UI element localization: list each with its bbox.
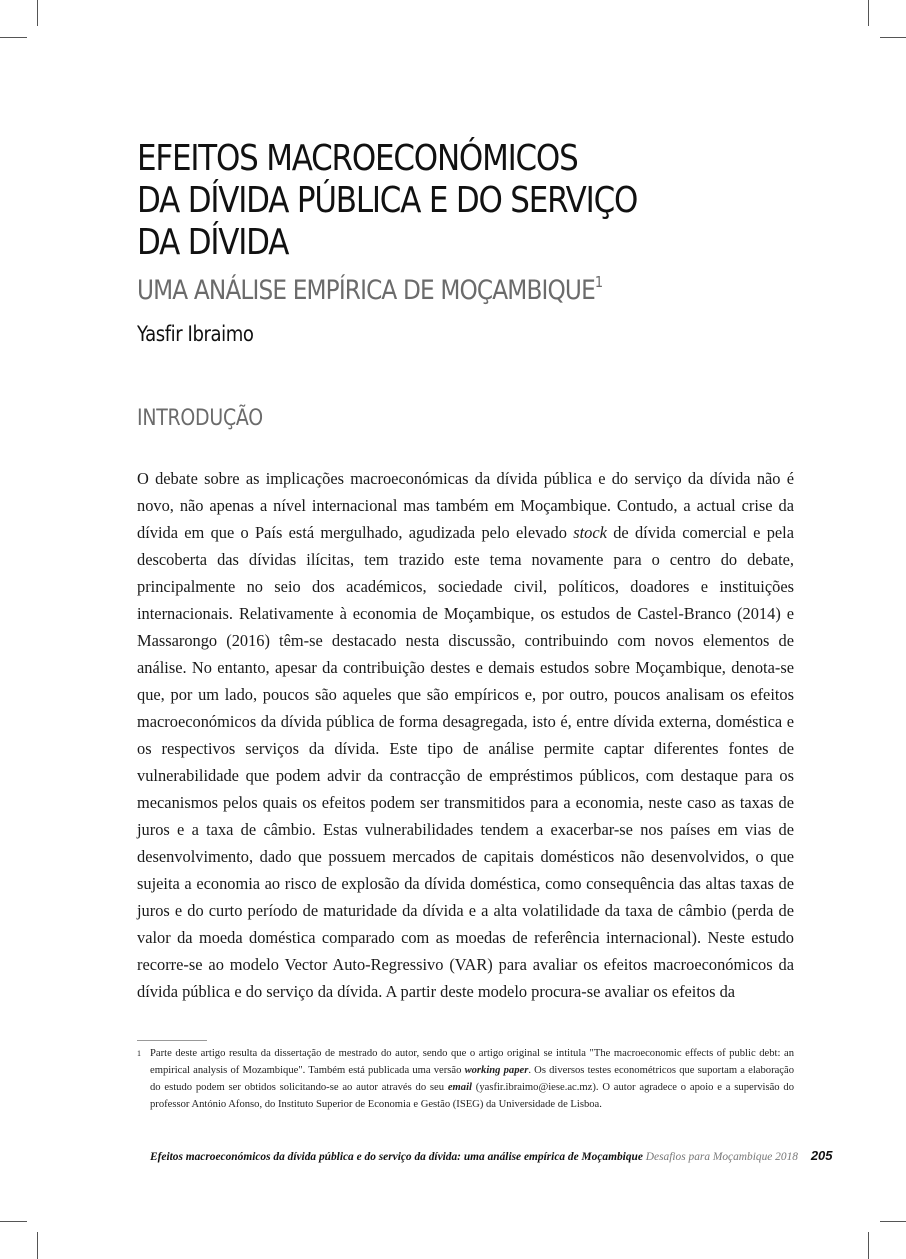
crop-mark-bottom-right-vertical	[868, 1232, 869, 1259]
body-paragraph	[137, 465, 794, 1005]
footnote-divider	[137, 1040, 207, 1041]
footnote-text-3: (yasfir.ibraimo@iese.ac.mz). O autor agradece o apoio e a supervisão do professor António Afonso, do Instituto Superior de Economia e Gestão (ISEG) da Universidade de Lisboa.	[150, 1082, 794, 1110]
footnote-text-1: Parte deste artigo resulta da dissertação de mestrado do autor, sendo que o artigo original se intitula "The macroeconomic effects of public debt: an empirical analysis of Mozambique". Também está publicada uma versão	[150, 1048, 794, 1076]
running-footer-article-title: Efeitos macroeconómicos da dívida pública e do serviço da dívida: uma análise empírica de Moçambique	[150, 1151, 643, 1163]
body-text-part-2: de dívida comercial e pela descoberta das dívidas ilícitas, tem trazido este tema novamente para o centro do debate, principalmente no seio dos académicos, sociedade civil, políticos, doadores e instituições internacionais. Relativamente à economia de Moçambique, os estudos de Castel-Branco (2014) e Massarongo (2016) têm-se destacado nesta discussão, contribuindo com novos elementos de análise. No entanto, apesar da contribuição destes e demais estudos sobre Moçambique, denota-se que, por um lado, poucos são aqueles que são empíricos e, por outro, poucos analisam os efeitos macroeconómicos da dívida pública de forma desagregada, isto é, entre dívida externa, doméstica e os respectivos serviços da dívida. Este tipo de análise permite captar diferentes fontes de vulnerabilidade que podem advir da contracção de empréstimos públicos, com destaque para os mecanismos pelos quais os efeitos podem ser transmitidos para a economia, neste caso as taxas de juros e a taxa de câmbio. Estas vulnerabilidades tendem a exacerbar-se nos países em vias de desenvolvimento, dado que possuem mercados de capitais domésticos não desenvolvidos, o que sujeita a economia ao risco de explosão da dívida doméstica, como consequência das altas taxas de juros e do curto período de maturidade da dívida e a alta volatilidade da taxa de câmbio (perda de valor da moeda doméstica comparado com as moedas de referência internacional). Neste estudo recorre-se ao modelo Vector Auto-Regressivo (VAR) para avaliar os efeitos macroeconómicos da dívida pública e do serviço da dívida. A partir deste modelo procura-se avaliar os efeitos da	[137, 523, 794, 1001]
footnote-number: 1	[137, 1049, 141, 1058]
article-subtitle-text: UMA ANÁLISE EMPÍRICA DE MOÇAMBIQUE	[137, 275, 595, 306]
running-footer-publication: Desafios para Moçambique 2018	[645, 1151, 798, 1163]
crop-mark-top-right-vertical	[868, 0, 869, 26]
crop-mark-bottom-left-horizontal	[0, 1221, 27, 1222]
section-heading: INTRODUÇÃO	[137, 406, 263, 431]
crop-mark-top-left-horizontal	[0, 37, 27, 38]
footnote-italic-2: email	[447, 1082, 472, 1093]
article-title-line-1: EFEITOS MACROECONÓMICOS	[137, 138, 578, 179]
crop-mark-top-right-horizontal	[880, 37, 906, 38]
footnote-body	[150, 1045, 794, 1113]
crop-mark-bottom-right-horizontal	[880, 1221, 906, 1222]
footnote	[137, 1045, 794, 1113]
body-text-italic-term: stock	[573, 523, 607, 542]
article-title-line-2: DA DÍVIDA PÚBLICA E DO SERVIÇO	[137, 180, 638, 221]
running-footer	[150, 1148, 833, 1163]
footnote-text-2: . Os diversos testes econométricos que suportam a elaboração do estudo podem ser obtidos solicitando-se ao autor através do seu	[150, 1065, 795, 1093]
crop-mark-top-left-vertical	[37, 0, 38, 26]
footnote-italic-1: working paper	[464, 1065, 529, 1076]
article-author: Yasfir Ibraimo	[137, 322, 254, 346]
crop-mark-bottom-left-vertical	[37, 1232, 38, 1259]
article-title-line-3: DA DÍVIDA	[137, 222, 289, 263]
footnote-reference[interactable]: 1	[594, 273, 604, 291]
article-subtitle	[137, 266, 739, 307]
body-text-part-1: O debate sobre as implicações macroeconómicas da dívida pública e do serviço da dívida não é novo, não apenas a nível internacional mas também em Moçambique. Contudo, a actual crise da dívida em que o País está mergulhado, agudizada pelo elevado	[137, 469, 794, 542]
page-number: 205	[810, 1148, 833, 1163]
article-header	[137, 138, 837, 307]
